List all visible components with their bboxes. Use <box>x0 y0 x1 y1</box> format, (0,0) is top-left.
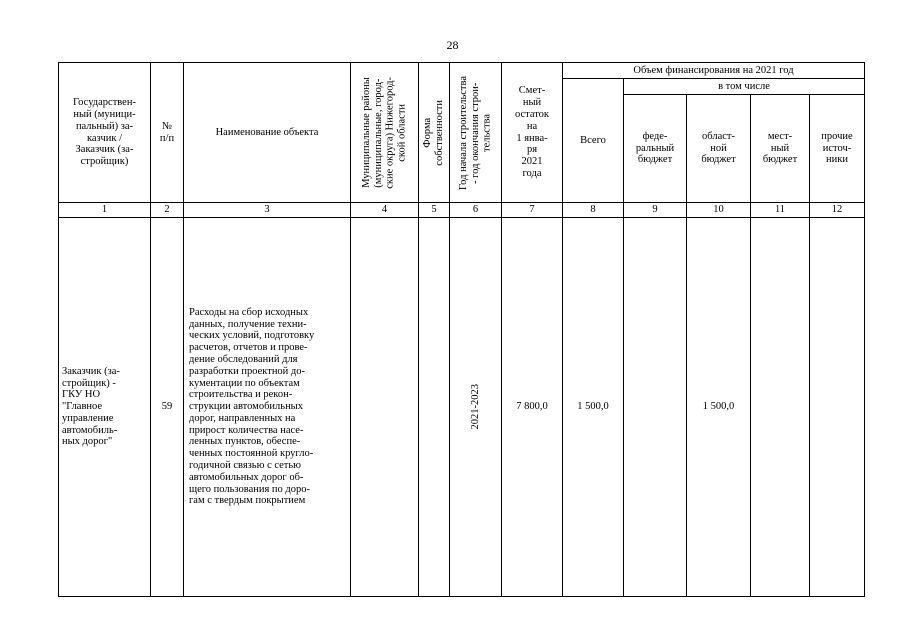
column-number: 3 <box>184 203 351 218</box>
header-balance: Смет- ный остаток на 1 янва- ря 2021 года <box>502 63 563 203</box>
column-number: 1 <box>59 203 151 218</box>
header-num: № п/п <box>151 63 184 203</box>
cell-total: 1 500,0 <box>563 218 624 597</box>
cell-years <box>450 218 502 597</box>
cell-other <box>810 218 865 597</box>
cell-districts <box>351 218 419 597</box>
header-years-text: Год начала строительства - год окончания строи- тельства <box>457 75 493 190</box>
cell-local <box>751 218 810 597</box>
header-districts <box>351 63 419 203</box>
header-financing-group: Объем финансирования на 2021 год <box>563 63 865 79</box>
column-number: 4 <box>351 203 419 218</box>
table-row <box>59 218 865 597</box>
cell-balance: 7 800,0 <box>502 218 563 597</box>
header-local: мест- ный бюджет <box>751 95 810 203</box>
column-number: 8 <box>563 203 624 218</box>
column-number: 6 <box>450 203 502 218</box>
column-number: 12 <box>810 203 865 218</box>
cell-object: Расходы на сбор исходных данных, получение техни- ческих условий, подготовку расчетов, отчетов и прове- дение обследований для разработки проектной до- кументации по объектам строительства и рекон- струкции автомобильных дорог, направленных на прирост количества насе- ленных пунктов, обеспе- ченных постоянной кругло- годичной связью с сетью автомобильных дорог об- щего пользования по доро- гам с твердым покрытием <box>184 218 351 597</box>
header-total: Всего <box>563 79 624 203</box>
cell-customer: Заказчик (за- стройщик) - ГКУ НО "Главное управление автомобиль- ных дорог" <box>59 218 151 597</box>
header-ownership <box>419 63 450 203</box>
construction-financing-table <box>58 62 865 597</box>
cell-regional: 1 500,0 <box>687 218 751 597</box>
column-number: 2 <box>151 203 184 218</box>
column-number: 5 <box>419 203 450 218</box>
header-object: Наименование объекта <box>184 63 351 203</box>
column-number: 9 <box>624 203 687 218</box>
header-ownership-text: Форма собственности <box>422 99 445 166</box>
column-number-row <box>59 203 865 218</box>
page-number: 28 <box>446 38 459 52</box>
column-number: 7 <box>502 203 563 218</box>
cell-years-text: 2021-2023 <box>469 384 481 430</box>
column-number: 10 <box>687 203 751 218</box>
header-federal: феде- ральный бюджет <box>624 95 687 203</box>
cell-federal <box>624 218 687 597</box>
header-years <box>450 63 502 203</box>
header-districts-text: Муниципальные районы (муниципальные, город- ские округа) Нижегород- ской области <box>360 76 408 189</box>
header-row-1 <box>59 63 865 79</box>
column-number: 11 <box>751 203 810 218</box>
cell-num: 59 <box>151 218 184 597</box>
header-including-group: в том числе <box>624 79 865 95</box>
header-customer: Государствен- ный (муници- пальный) за- казчик / Заказчик (за- стройщик) <box>59 63 151 203</box>
cell-ownership <box>419 218 450 597</box>
header-other: прочие источ- ники <box>810 95 865 203</box>
header-regional: област- ной бюджет <box>687 95 751 203</box>
